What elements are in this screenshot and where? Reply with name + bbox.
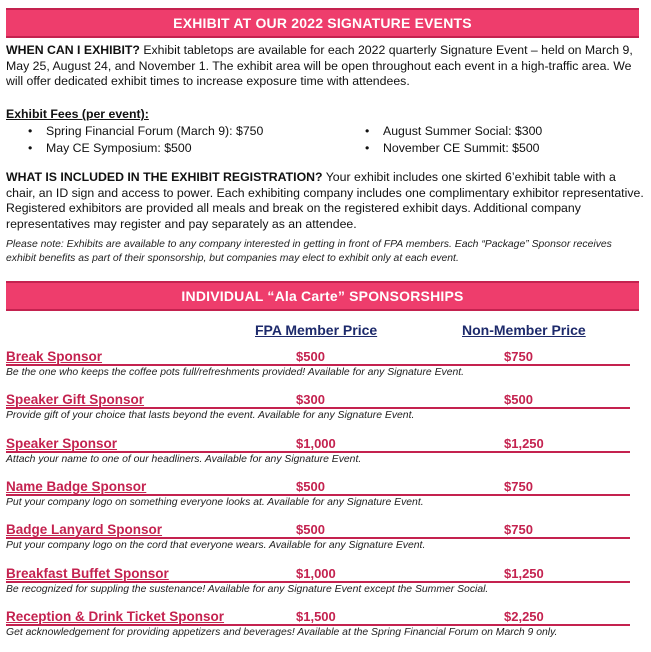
sponsorship-description: Be the one who keeps the coffee pots full/refreshments provided! Available for any Signature Event. — [6, 367, 465, 378]
sponsorship-description: Get acknowledgement for providing appetizers and beverages! Available at the Spring Financial Forum on March 9 only. — [6, 627, 558, 638]
member-price: $500 — [296, 522, 325, 537]
nonmember-price: $1,250 — [504, 436, 544, 451]
exhibit-note: Please note: Exhibits are available to any company interested in getting in front of FPA members. Each “Package” Sponsor receives exhibit benefits as part of their sponsorship, but companies may elect to exhibit only at each event. — [6, 239, 612, 264]
nonmember-price-column-header: Non-Member Price — [462, 322, 586, 338]
exhibit-section-title: EXHIBIT AT OUR 2022 SIGNATURE EVENTS — [173, 15, 472, 31]
row-divider — [6, 537, 630, 539]
nonmember-price: $500 — [504, 392, 533, 407]
when-can-i-exhibit-paragraph — [6, 43, 644, 90]
sponsorship-description: Provide gift of your choice that lasts beyond the event. Available for any Signature Event. — [6, 410, 415, 421]
row-divider — [6, 494, 630, 496]
sponsorship-name: Reception & Drink Ticket Sponsor — [6, 609, 225, 624]
sponsorship-row-badge-lanyard — [6, 522, 630, 565]
member-price: $500 — [296, 349, 325, 364]
bullet-icon: • — [365, 124, 370, 138]
sponsorship-description: Put your company logo on the cord that everyone wears. Available for any Signature Event. — [6, 540, 426, 551]
member-price: $1,000 — [296, 566, 336, 581]
row-divider — [6, 451, 630, 453]
fee-item: • Spring Financial Forum (March 9): $750 — [24, 124, 263, 139]
sponsorship-row-breakfast-buffet — [6, 566, 630, 609]
sponsorship-name: Speaker Sponsor — [6, 436, 118, 451]
sponsorship-name: Badge Lanyard Sponsor — [6, 522, 163, 537]
sponsorship-description: Attach your name to one of our headliners. Available for any Signature Event. — [6, 454, 362, 465]
sponsorships-section-banner — [6, 281, 639, 311]
exhibit-section-banner — [6, 8, 639, 38]
bullet-icon: • — [28, 124, 33, 138]
row-divider — [6, 624, 630, 626]
sponsorship-name: Breakfast Buffet Sponsor — [6, 566, 169, 581]
fee-item: • August Summer Social: $300 — [361, 124, 542, 139]
sponsorship-description: Be recognized for suppling the sustenance! Available for any Signature Event except the Summer Social. — [6, 584, 489, 595]
member-price: $500 — [296, 479, 325, 494]
nonmember-price: $1,250 — [504, 566, 544, 581]
row-divider — [6, 364, 630, 366]
included-text: Your exhibit includes one skirted 6’exhibit table with a chair, an ID sign and access to power. Each exhibiting company includes one complimentary exhibitor representative. Registered exhibitors are provided all meals and break on the registered exhibit days. Additional company representatives may register and pay separately as an attendee. — [6, 170, 644, 231]
sponsorship-row-speaker — [6, 436, 630, 479]
nonmember-price: $750 — [504, 349, 533, 364]
included-paragraph — [6, 170, 644, 232]
sponsorships-section-title: INDIVIDUAL “Ala Carte” SPONSORSHIPS — [181, 288, 464, 304]
row-divider — [6, 581, 630, 583]
sponsorship-row-speaker-gift — [6, 392, 630, 435]
member-price-column-header: FPA Member Price — [255, 322, 378, 338]
row-divider — [6, 407, 630, 409]
nonmember-price: $2,250 — [504, 609, 544, 624]
exhibit-fees-heading: Exhibit Fees (per event): — [6, 107, 149, 121]
sponsorship-name: Break Sponsor — [6, 349, 103, 364]
included-label: WHAT IS INCLUDED IN THE EXHIBIT REGISTRATION? — [6, 170, 323, 184]
sponsorship-row-break — [6, 349, 630, 392]
nonmember-price: $750 — [504, 522, 533, 537]
sponsorship-description: Put your company logo on something everyone looks at. Available for any Signature Event. — [6, 497, 424, 508]
bullet-icon: • — [365, 141, 370, 155]
member-price: $1,000 — [296, 436, 336, 451]
when-text: Exhibit tabletops are available for each 2022 quarterly Signature Event – held on March 9, May 25, August 24, and November 1. The exhibit area will be open throughout each event in a high-traffic area. We will offer dedicated exhibit times to increase exposure time with attendees. — [6, 43, 633, 88]
nonmember-price: $750 — [504, 479, 533, 494]
sponsorship-row-name-badge — [6, 479, 630, 522]
member-price: $300 — [296, 392, 325, 407]
fee-item: • November CE Summit: $500 — [361, 141, 540, 156]
sponsorship-name: Speaker Gift Sponsor — [6, 392, 145, 407]
bullet-icon: • — [28, 141, 33, 155]
fee-item: • May CE Symposium: $500 — [24, 141, 192, 156]
member-price: $1,500 — [296, 609, 336, 624]
sponsorship-name: Name Badge Sponsor — [6, 479, 147, 494]
when-label: WHEN CAN I EXHIBIT? — [6, 43, 140, 57]
